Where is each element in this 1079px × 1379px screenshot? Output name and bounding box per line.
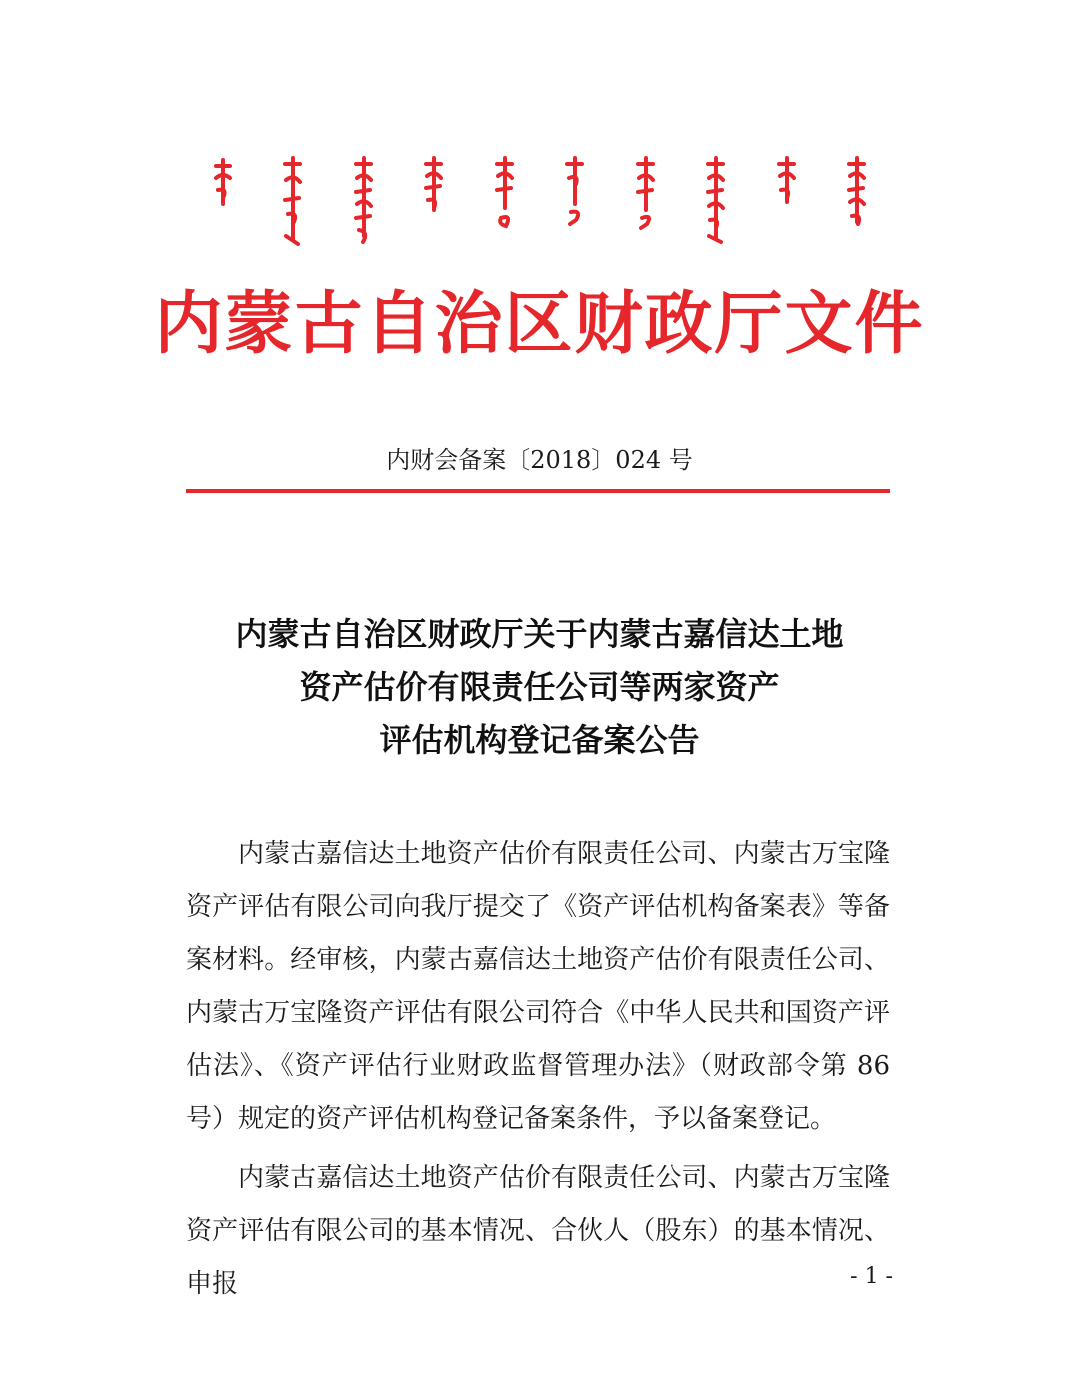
document-number: 内财会备案〔2018〕024 号 bbox=[386, 446, 693, 474]
red-separator-line bbox=[186, 489, 890, 493]
mongolian-word-1 bbox=[210, 152, 236, 252]
document-title bbox=[120, 608, 959, 767]
title-line: 内蒙古自治区财政厅关于内蒙古嘉信达土地 bbox=[235, 615, 844, 653]
page-number: - 1 - bbox=[850, 1264, 893, 1289]
mongolian-word-8 bbox=[703, 152, 729, 252]
mongolian-word-2 bbox=[280, 152, 306, 252]
body-paragraph: 内蒙古嘉信达土地资产估价有限责任公司、内蒙古万宝隆资产评估有限公司向我厅提交了《资产评估机构备案表》等备案材料。经审核，内蒙古嘉信达土地资产估价有限责任公司、内蒙古万宝隆资产评估有限公司符合《中华人民共和国资产评估法》、《资产评估行业财政监督管理办法》（财政部令第 86 号）规定的资产评估机构登记备案条件，予以备案登记。 bbox=[186, 839, 890, 1134]
title-line: 评估机构登记备案公告 bbox=[379, 721, 700, 759]
mongolian-word-7 bbox=[633, 152, 659, 252]
issuer-title: 内蒙古自治区财政厅文件 bbox=[154, 285, 925, 364]
mongolian-word-10 bbox=[844, 152, 870, 252]
mongolian-script-header bbox=[210, 152, 870, 252]
body-paragraph: 内蒙古嘉信达土地资产估价有限责任公司、内蒙古万宝隆资产评估有限公司的基本情况、合伙人（股东）的基本情况、申报 bbox=[186, 1163, 890, 1299]
mongolian-word-3 bbox=[351, 152, 377, 252]
title-line: 资产估价有限责任公司等两家资产 bbox=[299, 668, 780, 706]
mongolian-word-6 bbox=[562, 152, 588, 252]
mongolian-word-5 bbox=[492, 152, 518, 252]
mongolian-word-9 bbox=[774, 152, 800, 252]
mongolian-word-4 bbox=[421, 152, 447, 252]
